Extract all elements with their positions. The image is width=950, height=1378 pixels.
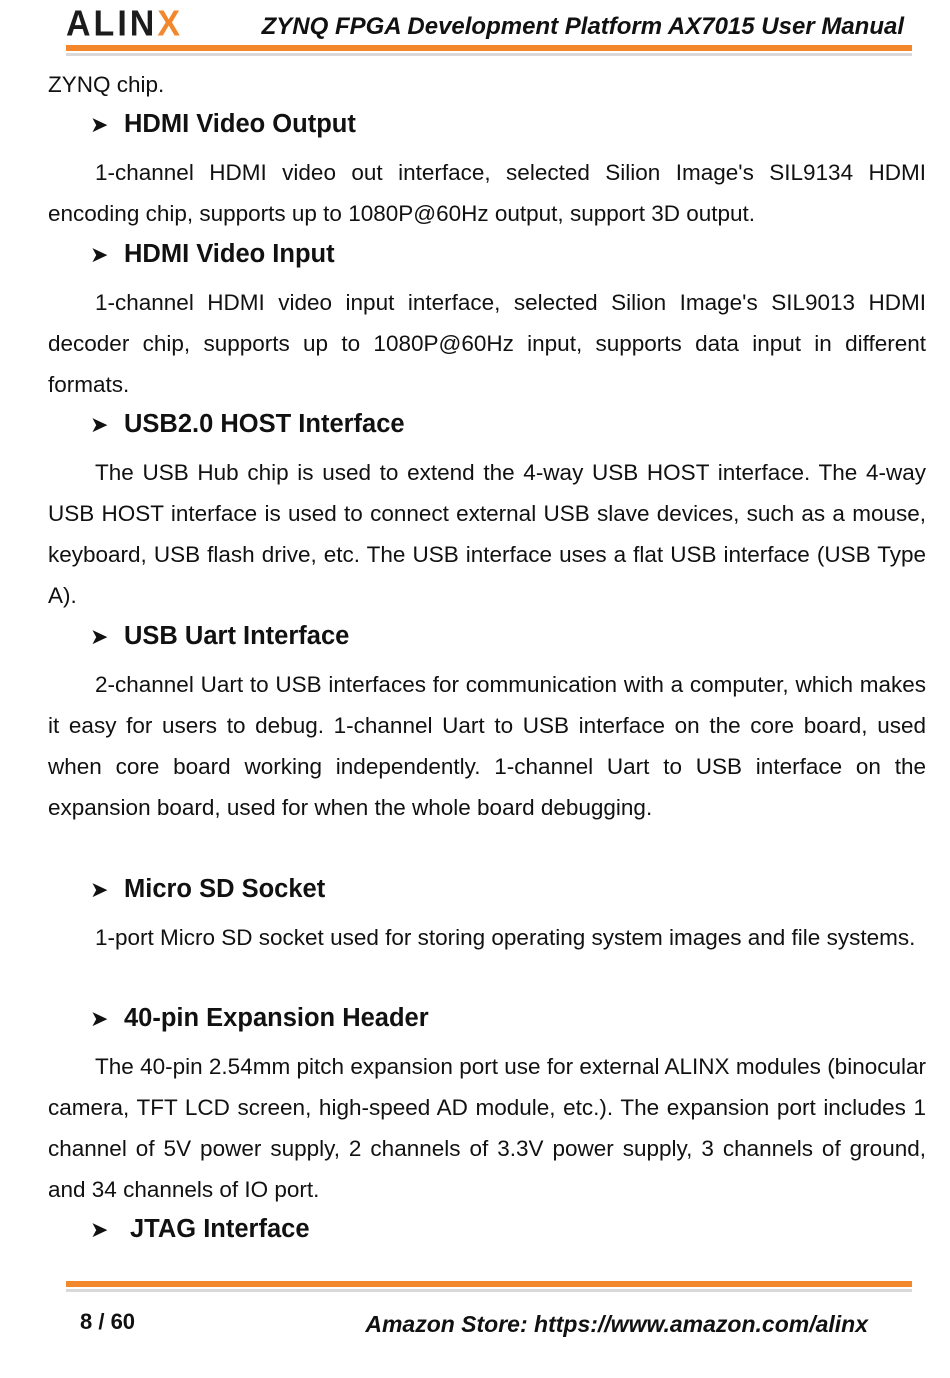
heading-text: USB Uart Interface bbox=[124, 622, 350, 650]
arrow-bullet-icon: ➤ bbox=[90, 411, 109, 437]
heading-text: Micro SD Socket bbox=[124, 875, 326, 903]
store-link: Amazon Store: https://www.amazon.com/alinx bbox=[365, 1311, 868, 1337]
section-heading-micro-sd bbox=[90, 875, 325, 904]
arrow-bullet-icon: ➤ bbox=[90, 623, 109, 649]
manual-title: ZYNQ FPGA Development Platform AX7015 User Manual bbox=[261, 13, 904, 40]
paragraph-usb-host: The USB Hub chip is used to extend the 4-way USB HOST interface. The 4-way USB HOST interface is used to connect external USB slave devices, such as a mouse, keyboard, USB flash drive, etc. The USB interface uses a flat USB interface (USB Type A). bbox=[48, 460, 926, 608]
alinx-logo bbox=[66, 5, 183, 43]
arrow-bullet-icon: ➤ bbox=[90, 1216, 109, 1242]
paragraph-expansion-header: The 40-pin 2.54mm pitch expansion port use for external ALINX modules (binocular camera, TFT LCD screen, high-speed AD module, etc.). The expansion port includes 1 channel of 5V power supply, 2 channels of 3.3V power supply, 3 channels of ground, and 34 channels of IO port. bbox=[48, 1054, 926, 1202]
heading-text: HDMI Video Output bbox=[124, 110, 356, 138]
footer-rule bbox=[66, 1281, 912, 1287]
heading-text: JTAG Interface bbox=[130, 1215, 310, 1243]
arrow-bullet-icon: ➤ bbox=[90, 876, 109, 902]
paragraph-hdmi-output: 1-channel HDMI video out interface, selected Silion Image's SIL9134 HDMI encoding chip, supports up to 1080P@60Hz output, support 3D output. bbox=[48, 160, 926, 226]
section-heading-hdmi-output bbox=[90, 110, 356, 139]
heading-text: HDMI Video Input bbox=[124, 240, 335, 268]
intro-text: ZYNQ chip. bbox=[48, 72, 165, 97]
header-rule-shadow bbox=[66, 53, 912, 56]
logo-text: ALIN bbox=[66, 3, 158, 44]
arrow-bullet-icon: ➤ bbox=[90, 241, 109, 267]
heading-text: USB2.0 HOST Interface bbox=[124, 410, 405, 438]
heading-text: 40-pin Expansion Header bbox=[124, 1004, 429, 1032]
section-heading-hdmi-input bbox=[90, 240, 335, 269]
section-heading-usb-host bbox=[90, 410, 405, 439]
section-heading-usb-uart bbox=[90, 622, 349, 651]
footer-rule-shadow bbox=[66, 1289, 912, 1292]
section-heading-expansion-header bbox=[90, 1004, 429, 1033]
arrow-bullet-icon: ➤ bbox=[90, 111, 109, 137]
paragraph-hdmi-input: 1-channel HDMI video input interface, selected Silion Image's SIL9013 HDMI decoder chip, supports up to 1080P@60Hz input, supports data input in different formats. bbox=[48, 290, 926, 397]
logo-accent: X bbox=[157, 3, 184, 44]
page-number: 8 / 60 bbox=[80, 1309, 136, 1334]
paragraph-usb-uart: 2-channel Uart to USB interfaces for communication with a computer, which makes it easy for users to debug. 1-channel Uart to USB interface on the core board, used when core board working independently. 1-channel Uart to USB interface on the expansion board, used for when the whole board debugging. bbox=[48, 672, 926, 820]
header-rule bbox=[66, 45, 912, 51]
arrow-bullet-icon: ➤ bbox=[90, 1005, 109, 1031]
paragraph-micro-sd: 1-port Micro SD socket used for storing operating system images and file systems. bbox=[95, 925, 916, 950]
section-heading-jtag bbox=[90, 1215, 310, 1244]
